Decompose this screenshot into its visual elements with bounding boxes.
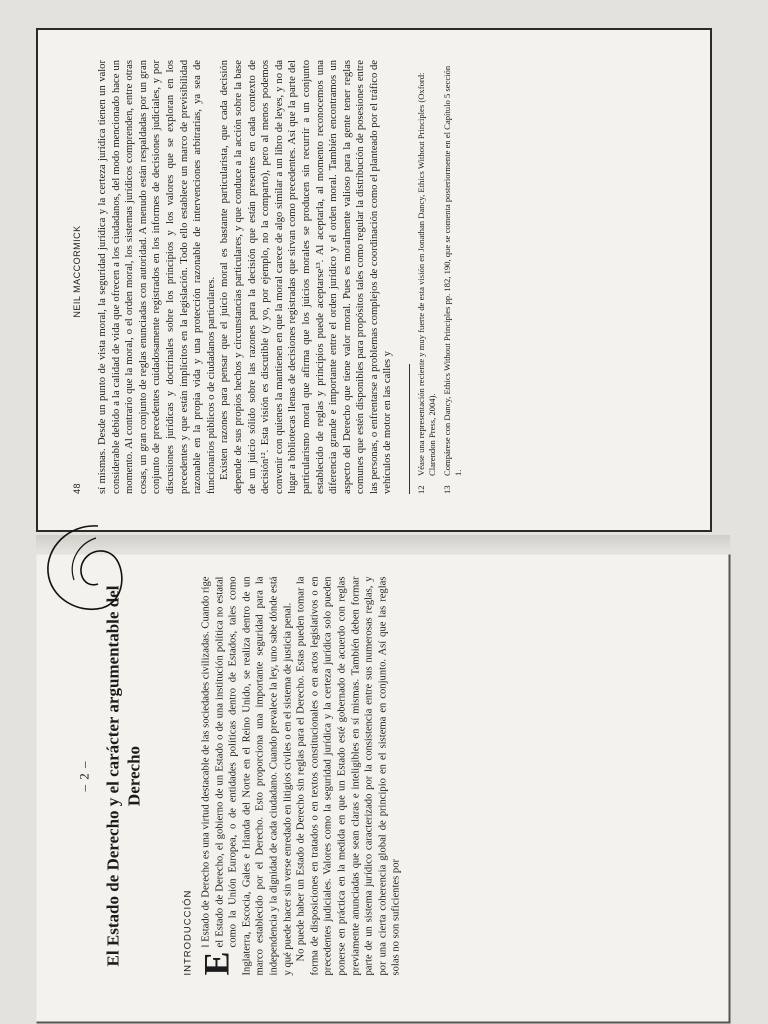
intro-paragraph-text: l Estado de Derecho es una virtud destacable de las sociedades civilizadas. Cuando rige el Estado de Derecho, el gobierno de un Estado o de una institución política no estatal como la Unión Europea, o de entidades políticas dentro de Estados, tales como Inglaterra, Escocia, Gales e Irlanda del Norte en el Reino Unido, se realiza dentro de un marco establecido por el Derecho. Esto proporciona una importante seguridad para la independencia y la dignidad de cada ciudadano. Cuando prevalece la ley, uno sabe dónde está y qué puede hacer sin verse enredado en litigios civiles o en el sistema de justicia penal. (200, 576, 294, 976)
footnote-text: Compárese con Dancy, Ethics Without Principles pp. 182, 190, que se comenta posteriormente en el Capítulo 5 sección 1. (442, 65, 464, 476)
intro-paragraph (196, 576, 295, 976)
chapter-title: El Estado de Derecho y el carácter argumentable del Derecho (103, 585, 144, 967)
page-number: 48 (72, 482, 82, 494)
footnote (442, 60, 464, 494)
drop-cap: E (196, 951, 237, 976)
body-paragraph: Existen razones para pensar que el juicio moral es bastante particularista, que cada decisión depende de sus propios hechos y circunstancias particulares, y que conduce a la acción sobre la base de un juicio sólido sobre las razones para la decisión que están presentes en cada contexto de decisión¹². Esta visión es discutible (y yo, por ejemplo, no la comparto), pero al menos podemos convenir con quienes la mantienen en que la moral carece de algo similar a un libro de leyes, y no da lugar a bibliotecas llenas de decisiones registradas que sirvan como precedentes. Así que la parte del particularismo moral que afirma que los juicios morales se producen sin recurrir a un conjunto establecido de reglas y principios puede aceptarse¹³. Al aceptarla, al momento reconocemos una diferencia grande e importante entre el orden jurídico y el orden moral. También encontramos un aspecto del Derecho que tiene valor moral. Pues es moralmente valioso para la gente tener reglas comunes que estén disponibles para propósitos tales como regular la distribución de posesiones entre las personas, o enfrentarse a problemas complejos de coordinación como el planteado por el tráfico de vehículos de motor en las calles y (219, 60, 394, 494)
footnote-number: 12 (416, 485, 427, 494)
chapter-number: – 2 – (76, 760, 92, 792)
footnote-divider (409, 364, 410, 494)
running-head (72, 60, 82, 494)
intro-paragraph: No puede haber un Estado de Derecho sin reglas para el Derecho. Estas pueden tomar la forma de disposiciones en tratados o en textos constitucionales o en actos legislativos o en precedentes judiciales. Valores como la seguridad jurídica y la certeza jurídica solo pueden ponerse en práctica en la medida en que un Estado esté gobernado de acuerdo con reglas previamente anunciadas que sean claras e inteligibles en sí mismas. También deben formar parte de un sistema jurídico caracterizado por la consistencia entre sus numerosas reglas, y por una cierta coherencia global de principio en el sistema en conjunto. Así que las reglas solas no son suficientes por (295, 576, 402, 976)
chapter-2-page (37, 555, 731, 1024)
handwritten-circle-icon (38, 518, 130, 618)
body-paragraph: sí mismas. Desde un punto de vista moral, la seguridad jurídica y la certeza jurídica tienen un valor considerable debido a la calidad de vida que ofrecen a los ciudadanos, del modo mencionado hace un momento. Al contrario que la moral, o el orden moral, los sistemas jurídicos comprenden, entre otras cosas, un gran conjunto de reglas enunciadas con autoridad. A menudo están respaldadas por un gran conjunto de precedentes cuidadosamente registrados en los informes de decisiones judiciales, y por discusiones jurídicas y doctrinales sobre los principios y los valores que se exploran en los precedentes y que están implícitos en la legislación. Todo ello establece un marco de previsibilidad razonable en la propia vida y una protección razonable de intervenciones arbitrarias, ya sea de funcionarios públicos o de ciudadanos particulares. (97, 60, 217, 494)
footnote-text: Véase una representación reciente y muy fuerte de esta visión en Jonathan Dancy, Ethics Without Principles (Oxford: Clarendon Press, 2004). (416, 72, 438, 476)
page-48 (36, 28, 712, 532)
footnote-number: 13 (442, 485, 453, 494)
gutter-shadow (36, 535, 730, 551)
section-heading: INTRODUCCIÓN (182, 889, 194, 976)
footnote (416, 60, 438, 494)
author-running-head: NEIL MACCORMICK (72, 225, 82, 318)
